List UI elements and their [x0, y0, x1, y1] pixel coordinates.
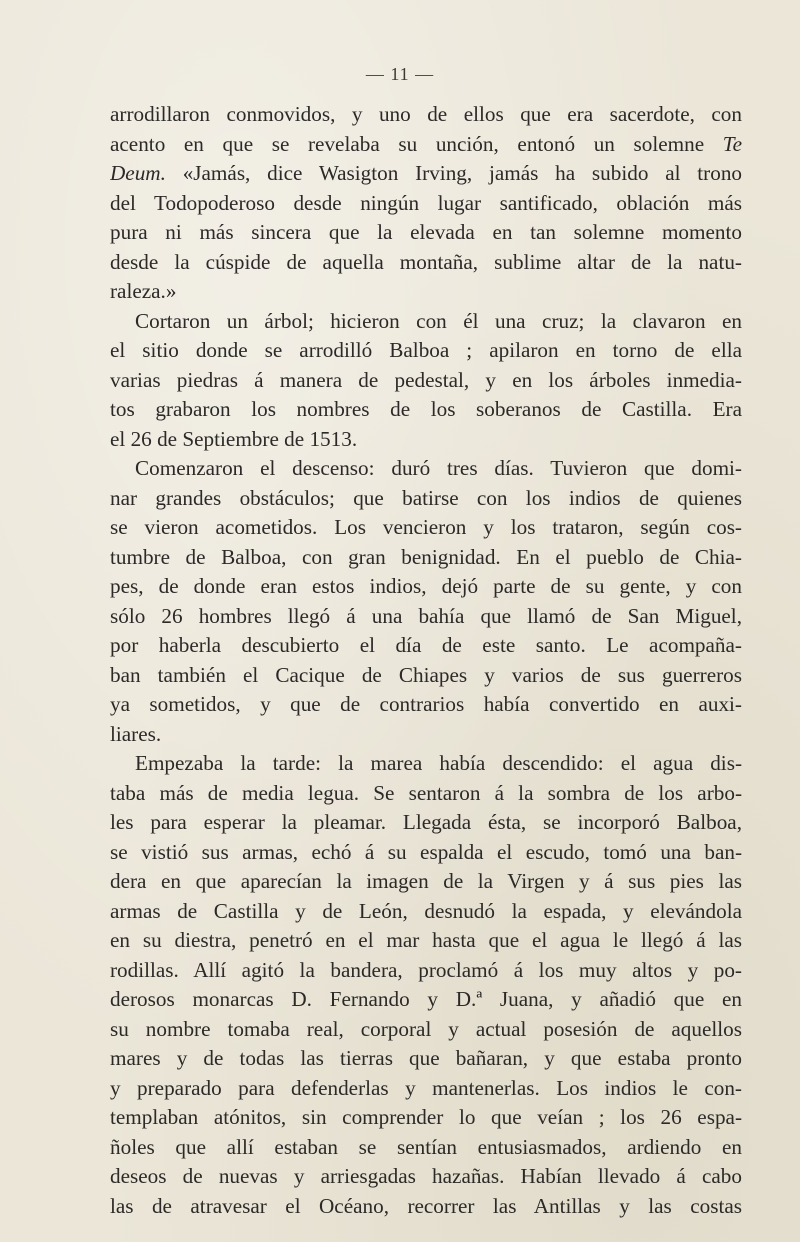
text-line	[110, 130, 742, 160]
line-text: se vistió sus armas, echó á su espalda el escudo, tomó una ban-	[110, 839, 742, 864]
text-line	[110, 1192, 742, 1222]
text-line	[110, 661, 742, 691]
body-text	[110, 100, 742, 1221]
line-text: derosos monarcas D. Fernando y D.ª Juana, y añadió que en	[110, 987, 742, 1011]
text-line	[110, 749, 742, 779]
line-text: rodillas. Allí agitó la bandera, proclamó á los muy altos y po-	[110, 957, 742, 982]
line-text: arrodillaron conmovidos, y uno de ellos que era sacerdote, con	[110, 102, 742, 126]
text-line	[110, 484, 742, 514]
line-text: deseos de nuevas y arriesgadas hazañas. Habían llevado á cabo	[110, 1164, 742, 1188]
line-text: pes, de donde eran estos indios, dejó parte de su gente, y con	[110, 574, 742, 598]
text-line	[110, 159, 742, 189]
line-text: ya sometidos, y que de contrarios había convertido en auxi-	[110, 692, 742, 716]
line-text: liares.	[110, 721, 162, 746]
line-text: templaban atónitos, sin comprender lo que veían ; los 26 espa-	[110, 1105, 742, 1129]
text-line	[110, 1133, 742, 1163]
text-line	[110, 395, 742, 425]
text-line	[110, 366, 742, 396]
text-line	[110, 1074, 742, 1104]
text-line	[110, 1162, 742, 1192]
line-text: se vieron acometidos. Los vencieron y los trataron, según cos-	[110, 515, 742, 539]
text-line	[110, 277, 742, 307]
text-line	[110, 572, 742, 602]
text-line	[110, 189, 742, 219]
text-line	[110, 454, 742, 484]
line-text: acento en que se revelaba su unción, entonó un solemne	[110, 131, 705, 156]
page-number: — 11 —	[365, 64, 435, 84]
text-line	[110, 602, 742, 632]
text-line	[110, 307, 742, 337]
text-line	[110, 956, 742, 986]
line-text: las de atravesar el Océano, recorrer las Antillas y las costas	[110, 1193, 742, 1218]
line-text: tos grabaron los nombres de los soberanos de Castilla. Era	[110, 397, 742, 421]
line-text: ban también el Cacique de Chiapes y varios de sus guerreros	[110, 662, 742, 687]
line-text: les para esperar la pleamar. Llegada ésta, se incorporó Balboa,	[110, 810, 742, 834]
text-line	[110, 1103, 742, 1133]
line-text: raleza.»	[110, 279, 177, 303]
text-line	[110, 543, 742, 573]
line-text: y preparado para defenderlas y mantenerlas. Los indios le con-	[110, 1075, 742, 1100]
text-line	[110, 1015, 742, 1045]
italic-text: Te	[722, 131, 742, 156]
text-line	[110, 838, 742, 868]
line-text: sólo 26 hombres llegó á una bahía que llamó de San Miguel,	[110, 603, 742, 628]
text-line	[110, 248, 742, 278]
line-text: nar grandes obstáculos; que batirse con los indios de quienes	[110, 485, 742, 510]
line-text: armas de Castilla y de León, desnudó la espada, y elevándola	[110, 898, 742, 923]
line-text: «Jamás, dice Wasigton Irving, jamás ha subido al trono	[182, 161, 742, 185]
line-text: pura ni más sincera que la elevada en tan solemne momento	[110, 220, 742, 244]
line-text: desde la cúspide de aquella montaña, sublime altar de la natu-	[110, 249, 742, 274]
text-line	[110, 779, 742, 809]
line-text: del Todopoderoso desde ningún lugar santificado, oblación más	[110, 190, 742, 215]
text-line	[110, 897, 742, 927]
text-line	[110, 690, 742, 720]
line-text: ñoles que allí estaban se sentían entusiasmados, ardiendo en	[110, 1134, 742, 1159]
line-text: tumbre de Balboa, con gran benignidad. En el pueblo de Chia-	[110, 544, 742, 569]
line-text: Empezaba la tarde: la marea había descendido: el agua dis-	[135, 751, 742, 775]
line-text: el sitio donde se arrodilló Balboa ; apilaron en torno de ella	[110, 338, 742, 362]
text-line	[110, 513, 742, 543]
text-line	[110, 1044, 742, 1074]
text-line	[110, 985, 742, 1015]
line-text: taba más de media legua. Se sentaron á la sombra de los arbo-	[110, 780, 742, 805]
text-line	[110, 218, 742, 248]
line-text: Comenzaron el descenso: duró tres días. Tuvieron que domi-	[135, 456, 742, 480]
line-text: mares y de todas las tierras que bañaran, y que estaba pronto	[110, 1046, 742, 1070]
text-line	[110, 425, 742, 455]
line-text: en su diestra, penetró en el mar hasta que el agua le llegó á las	[110, 928, 742, 952]
line-text: Cortaron un árbol; hicieron con él una cruz; la clavaron en	[135, 308, 742, 333]
italic-text: Deum.	[110, 161, 166, 185]
line-text: el 26 de Septiembre de 1513.	[110, 426, 358, 451]
line-text: por haberla descubierto el día de este santo. Le acompaña-	[110, 633, 742, 657]
text-line	[110, 336, 742, 366]
text-line	[110, 808, 742, 838]
text-line	[110, 867, 742, 897]
text-line	[110, 720, 742, 750]
text-line	[110, 100, 742, 130]
line-text: dera en que aparecían la imagen de la Virgen y á sus pies las	[110, 869, 742, 893]
text-line	[110, 926, 742, 956]
text-line	[110, 631, 742, 661]
line-text: varias piedras á manera de pedestal, y en los árboles inmedia-	[110, 367, 742, 392]
line-text: su nombre tomaba real, corporal y actual posesión de aquellos	[110, 1016, 742, 1041]
